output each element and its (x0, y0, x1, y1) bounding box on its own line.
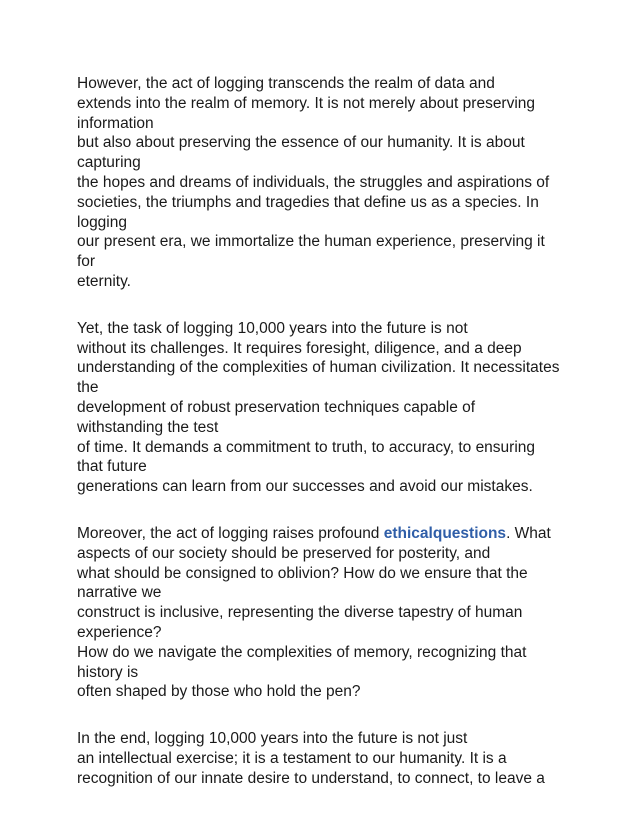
text-line: but also about preserving the essence of our humanity. It is about (77, 134, 525, 152)
text-line: logging (77, 213, 127, 231)
text-line (77, 524, 577, 544)
text-line: In the end, logging 10,000 years into the future is not just (77, 730, 468, 748)
text-line: understanding of the complexities of human civilization. It necessitates (77, 359, 560, 377)
text-line: withstanding the test (77, 418, 219, 436)
text-line: without its challenges. It requires foresight, diligence, and a deep (77, 339, 522, 357)
text-line: history is (77, 663, 139, 681)
text-line: the (77, 379, 99, 397)
text-line: However, the act of logging transcends the realm of data and (77, 75, 495, 92)
text-line: our present era, we immortalize the human experience, preserving it (77, 233, 545, 251)
text-line: Yet, the task of logging 10,000 years into the future is not (77, 319, 468, 337)
text-line: for (77, 253, 96, 271)
document-body (77, 74, 577, 816)
paragraph-2 (77, 319, 577, 497)
text-line: development of robust preservation techniques capable of (77, 398, 476, 416)
text-line: often shaped by those who hold the pen? (77, 683, 361, 701)
text-line: an intellectual exercise; it is a testament to our humanity. It is a (77, 749, 507, 767)
text-line: capturing (77, 154, 141, 172)
paragraph-4 (77, 729, 577, 788)
paragraph-3 (77, 524, 577, 702)
text-segment: . What (506, 524, 551, 542)
text-line: societies, the triumphs and tragedies that define us as a species. In (77, 193, 539, 211)
text-line: construct is inclusive, representing the diverse tapestry of human (77, 604, 523, 622)
text-line: experience? (77, 623, 162, 641)
ethical-questions-link[interactable]: ethicalquestions (383, 524, 507, 542)
text-line: narrative we (77, 584, 162, 602)
text-line: the hopes and dreams of individuals, the struggles and aspirations of (77, 173, 550, 191)
text-segment: Moreover, the act of logging raises profound (77, 524, 384, 542)
text-line: generations can learn from our successes and avoid our mistakes. (77, 478, 533, 496)
text-line: eternity. (77, 272, 131, 290)
text-line: aspects of our society should be preserved for posterity, and (77, 544, 491, 562)
text-line: How do we navigate the complexities of memory, recognizing that (77, 643, 527, 661)
text-line: what should be consigned to oblivion? How do we ensure that the (77, 564, 528, 582)
text-line: of time. It demands a commitment to truth, to accuracy, to ensuring (77, 438, 536, 456)
text-line: recognition of our innate desire to understand, to connect, to leave a (77, 769, 545, 787)
text-line: information (77, 114, 154, 132)
text-line: that future (77, 458, 147, 476)
paragraph-1 (77, 74, 577, 292)
text-line: extends into the realm of memory. It is not merely about preserving (77, 94, 536, 112)
